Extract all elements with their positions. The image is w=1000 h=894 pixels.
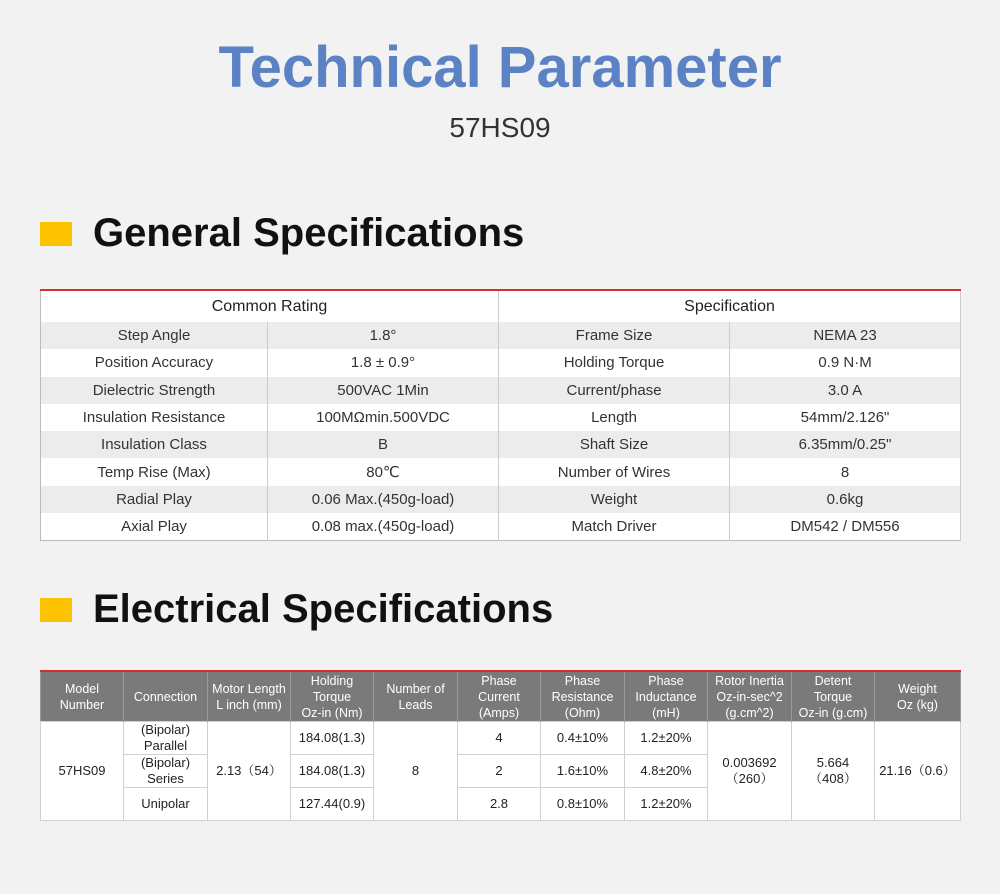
table-row xyxy=(41,377,961,404)
table-row xyxy=(41,431,961,458)
column-header: Motor Length L inch (mm) xyxy=(208,671,291,722)
holding-torque: 127.44(0.9) xyxy=(291,788,374,821)
rating-value: 0.08 max.(450g-load) xyxy=(268,513,499,541)
phase-resistance: 0.4±10% xyxy=(541,722,625,755)
holding-torque: 184.08(1.3) xyxy=(291,722,374,755)
spec-name: Frame Size xyxy=(499,322,730,349)
spec-name: Shaft Size xyxy=(499,431,730,458)
column-header: Phase Resistance (Ohm) xyxy=(541,671,625,722)
phase-current: 2 xyxy=(458,755,541,788)
column-header: Number of Leads xyxy=(374,671,458,722)
phase-inductance: 1.2±20% xyxy=(625,788,708,821)
connection: (Bipolar) Series xyxy=(124,755,208,788)
electrical-specifications-table xyxy=(40,670,961,821)
column-header: Connection xyxy=(124,671,208,722)
rating-name: Position Accuracy xyxy=(41,349,268,376)
spec-value: 0.9 N·M xyxy=(730,349,961,376)
model-number: 57HS09 xyxy=(41,722,124,821)
rating-name: Dielectric Strength xyxy=(41,377,268,404)
section-marker-icon xyxy=(40,598,72,622)
rating-name: Radial Play xyxy=(41,486,268,513)
rating-value: 100MΩmin.500VDC xyxy=(268,404,499,431)
spec-name: Length xyxy=(499,404,730,431)
spec-value: 3.0 A xyxy=(730,377,961,404)
phase-inductance: 4.8±20% xyxy=(625,755,708,788)
rating-name: Insulation Resistance xyxy=(41,404,268,431)
rating-name: Axial Play xyxy=(41,513,268,541)
spec-name: Weight xyxy=(499,486,730,513)
spec-name: Current/phase xyxy=(499,377,730,404)
spec-value: 8 xyxy=(730,458,961,485)
phase-resistance: 0.8±10% xyxy=(541,788,625,821)
table-row xyxy=(41,486,961,513)
column-header: Model Number xyxy=(41,671,124,722)
rating-value: 80℃ xyxy=(268,458,499,485)
specification-header: Specification xyxy=(499,290,961,322)
general-specifications-table xyxy=(40,289,961,541)
model-subtitle: 57HS09 xyxy=(449,112,551,143)
connection: Unipolar xyxy=(124,788,208,821)
rating-name: Temp Rise (Max) xyxy=(41,458,268,485)
table-row xyxy=(41,458,961,485)
rating-name: Insulation Class xyxy=(41,431,268,458)
table-row xyxy=(41,322,961,349)
table-row xyxy=(41,349,961,376)
column-header: Phase Current (Amps) xyxy=(458,671,541,722)
page-title: Technical Parameter xyxy=(218,35,782,100)
phase-current: 4 xyxy=(458,722,541,755)
phase-resistance: 1.6±10% xyxy=(541,755,625,788)
common-rating-header: Common Rating xyxy=(41,290,499,322)
detent-torque: 5.664 （408） xyxy=(792,722,875,821)
phase-inductance: 1.2±20% xyxy=(625,722,708,755)
section-title: Electrical Specifications xyxy=(93,587,554,631)
rating-value: 1.8 ± 0.9° xyxy=(268,349,499,376)
connection: (Bipolar) Parallel xyxy=(124,722,208,755)
rating-value: 0.06 Max.(450g-load) xyxy=(268,486,499,513)
weight: 21.16（0.6） xyxy=(875,722,961,821)
section-marker-icon xyxy=(40,222,72,246)
rating-name: Step Angle xyxy=(41,322,268,349)
phase-current: 2.8 xyxy=(458,788,541,821)
column-header: Phase Inductance (mH) xyxy=(625,671,708,722)
spec-value: 0.6kg xyxy=(730,486,961,513)
number-of-leads: 8 xyxy=(374,722,458,821)
rotor-inertia: 0.003692 （260） xyxy=(708,722,792,821)
column-header: Detent Torque Oz-in (g.cm) xyxy=(792,671,875,722)
table-row xyxy=(41,404,961,431)
spec-name: Number of Wires xyxy=(499,458,730,485)
spec-value: DM542 / DM556 xyxy=(730,513,961,541)
table-row xyxy=(41,722,961,755)
rating-value: 500VAC 1Min xyxy=(268,377,499,404)
rating-value: B xyxy=(268,431,499,458)
column-header: Holding Torque Oz-in (Nm) xyxy=(291,671,374,722)
spec-value: 6.35mm/0.25" xyxy=(730,431,961,458)
column-header: Rotor Inertia Oz-in-sec^2 (g.cm^2) xyxy=(708,671,792,722)
spec-value: NEMA 23 xyxy=(730,322,961,349)
holding-torque: 184.08(1.3) xyxy=(291,755,374,788)
spec-name: Holding Torque xyxy=(499,349,730,376)
spec-value: 54mm/2.126" xyxy=(730,404,961,431)
column-header: Weight Oz (kg) xyxy=(875,671,961,722)
spec-name: Match Driver xyxy=(499,513,730,541)
motor-length: 2.13（54） xyxy=(208,722,291,821)
rating-value: 1.8° xyxy=(268,322,499,349)
table-row xyxy=(41,513,961,541)
section-title: General Specifications xyxy=(93,211,525,255)
